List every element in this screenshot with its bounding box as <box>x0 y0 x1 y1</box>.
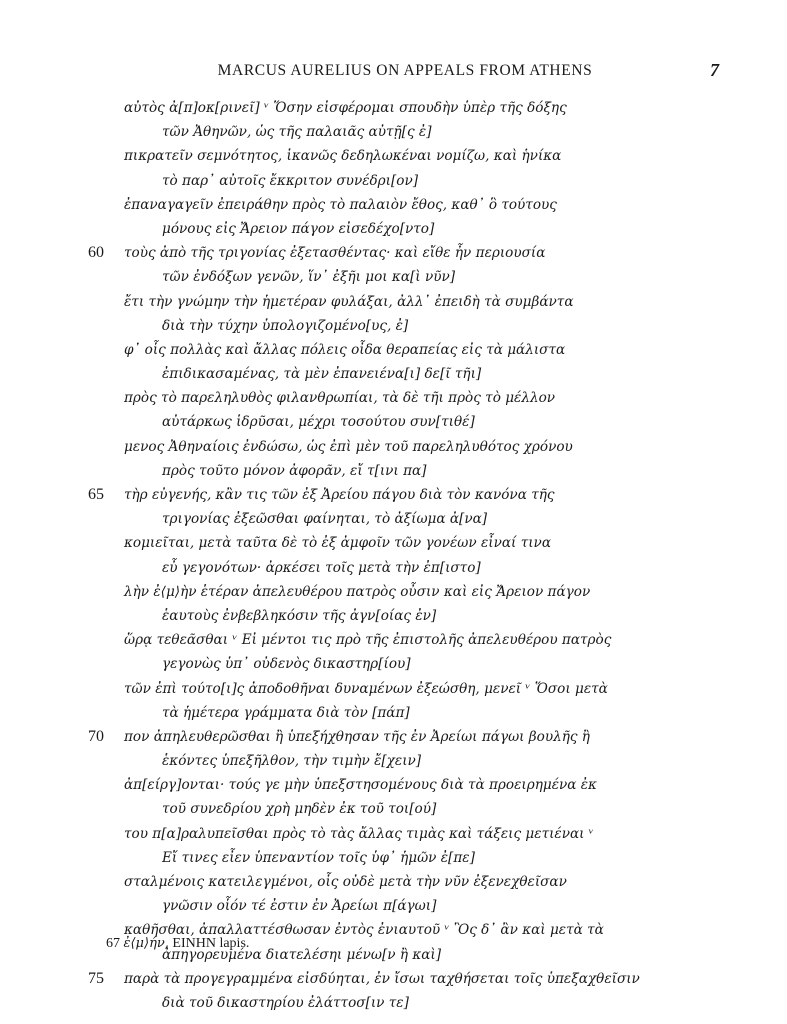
line-text: καθῆσθαι, ἀπαλλαττέσθωσαν ἐντὸς ἐνιαυτοῦ ᵛ Ὃς δ᾽ ἂν καὶ μετὰ τὰ <box>124 922 604 939</box>
text-line <box>0 314 787 338</box>
text-line <box>0 580 787 604</box>
line-text: γνῶσιν οἷόν τέ ἐστιν ἐν Ἀρείωι π[άγωι] <box>162 898 437 915</box>
line-text: σταλμένοις κατειλεγμένοι, οἷς οὐδὲ μετὰ τὴν νῦν ἐξενεχθεῖσαν <box>124 874 567 890</box>
page-number: 7 <box>710 60 719 80</box>
text-line <box>0 483 787 507</box>
line-text: ἔτι τὴν γνώμην τὴν ἡμετέραν φυλάξαι, ἀλλ᾽ ἐπειδὴ τὰ συμβάντα <box>124 293 574 310</box>
line-text: ἑκόντες ὑπεξῆλθον, τὴν τιμὴν ἔ[χειν] <box>162 753 422 770</box>
line-text: τοῦ συνεδρίου χρὴ μηδὲν ἐκ τοῦ τοι[ού] <box>162 801 437 818</box>
text-line <box>0 797 787 821</box>
footnote <box>106 936 249 952</box>
text-line <box>0 652 787 676</box>
text-line <box>0 604 787 628</box>
line-text: ἀπηγορευμένα διατελέσηι μένω[ν ἢ καὶ] <box>162 946 442 963</box>
footnote-text: EINHN lapis. <box>172 936 250 951</box>
text-line <box>0 169 787 193</box>
text-line <box>0 362 787 386</box>
text-line <box>0 677 787 701</box>
text-line <box>0 701 787 725</box>
text-line <box>0 459 787 483</box>
text-line <box>0 144 787 168</box>
line-text: φ᾽ οἷς πολλὰς καὶ ἄλλας πόλεις οἶδα θεραπείας εἰς τὰ μάλιστα <box>124 341 566 358</box>
line-number: 75 <box>88 969 104 987</box>
text-line <box>0 967 787 991</box>
text-line <box>0 410 787 434</box>
line-number: 60 <box>88 244 104 262</box>
text-line <box>0 96 787 120</box>
line-text: ἀπ[είργ]ονται· τούς γε μὴν ὑπεξστησομένους διὰ τὰ προειρημένα ἐκ <box>124 777 597 794</box>
line-text: γεγονὼς ὑπ᾽ οὐδενὸς δικαστηρ[ίου] <box>162 656 411 673</box>
footnote-line-ref: 67 <box>106 936 120 951</box>
text-line <box>0 870 787 894</box>
text-line <box>0 265 787 289</box>
running-title: MARCUS AURELIUS ON APPEALS FROM ATHENS <box>217 62 593 79</box>
text-line <box>0 338 787 362</box>
text-line <box>0 628 787 652</box>
line-text: διὰ τὴν τύχην ὑπολογιζομένο[υς, ἐ] <box>162 317 409 334</box>
line-text: τὰ ἡμέτερα γράμματα διὰ τὸν [πάπ] <box>162 704 410 721</box>
line-text: ἐπαναγαγεῖν ἐπειράθην πρὸς τὸ παλαιὸν ἔθος, καθ᾽ ὃ τούτους <box>124 196 557 213</box>
line-number: 65 <box>88 486 104 503</box>
text-line <box>0 435 787 459</box>
text-line <box>0 507 787 531</box>
text-line <box>0 531 787 555</box>
line-text: κομιεῖται, μετὰ ταῦτα δὲ τὸ ἐξ ἀμφοῖν τῶν γονέων εἶναί τινα <box>124 535 551 552</box>
line-number: 70 <box>88 727 104 745</box>
text-line <box>0 217 787 241</box>
line-text: αὐτὸς ἀ[π]οκ[ρινεῖ] ᵛ Ὅσην εἰσφέρομαι σπουδὴν ὑπὲρ τῆς δόξης <box>124 100 567 116</box>
line-text: πρὸς τὸ παρεληλυθὸς φιλανθρωπίαι, τὰ δὲ τῆι πρὸς τὸ μέλλον <box>124 390 556 407</box>
line-text: αὐτάρκως ἱδρῦσαι, μέχρι τοσούτου συν[τιθέ] <box>162 414 475 431</box>
text-line <box>0 120 787 144</box>
text-line <box>0 991 787 1015</box>
line-text: τῶν Ἀθηνῶν, ὡς τῆς παλαιᾶς αὐτῇ[ς ἐ] <box>162 124 432 141</box>
text-line <box>0 846 787 870</box>
line-text: τριγονίας ἐξεῶσθαι φαίνηται, τὸ ἀξίωμα ἀ[να] <box>162 511 488 528</box>
line-text: μόνους εἰς Ἄρειον πάγον εἰσεδέχο[ντο] <box>162 220 435 237</box>
line-text: πρὸς τοῦτο μόνον ἀφορᾶν, εἴ τ[ινι πα] <box>162 462 427 479</box>
text-line <box>0 822 787 846</box>
line-text: πον ἀπηλευθερῶσθαι ἢ ὑπεξήχθησαν τῆς ἐν Ἀρείωι πάγωι βουλῆς ἢ <box>124 728 590 745</box>
text-line <box>0 773 787 797</box>
line-text: ἑαυτοὺς ἐνβεβληκόσιν τῆς ἀγν[οίας ἐν] <box>162 607 437 624</box>
text-line <box>0 193 787 217</box>
line-text: τῶν ἐπὶ τούτο[ι]ς ἀποδοθῆναι δυναμένων ἐξεώσθη, μενεῖ ᵛ Ὅσοι μετὰ <box>124 680 608 697</box>
line-text: τὴρ εὐγενής, κἂν τις τῶν ἐξ Ἀρείου πάγου διὰ τὸν κανόνα τῆς <box>124 487 555 503</box>
inscription-text <box>0 96 787 1015</box>
line-text: παρὰ τὰ προγεγραμμένα εἰσδύηται, ἐν ἴσωι ταχθήσεται τοῖς ὑπεξαχθεῖσιν <box>124 970 640 987</box>
line-text: εὖ γεγονότων· ἀρκέσει τοῖς μετὰ τὴν ἐπ[ιστο] <box>162 559 481 576</box>
line-text: λὴν ἐ⟨μ⟩ὴν ἑτέραν ἀπελευθέρου πατρὸς οὖσιν καὶ εἰς Ἄρειον πάγον <box>124 583 591 600</box>
footnote-greek: ἐ⟨μ⟩ήν, <box>123 936 169 951</box>
line-text: τῶν ἐνδόξων γενῶν, ἵν᾽ ἐξῆι μοι κα[ὶ νῦν] <box>162 269 456 286</box>
line-text: Εἴ τινες εἶεν ὑπεναντίον τοῖς ὑφ᾽ ἡμῶν ἐ[πε] <box>162 849 475 866</box>
line-text: τοὺς ἀπὸ τῆς τριγονίας ἐξετασθέντας· καὶ εἴθε ἦν περιουσία <box>124 245 546 262</box>
line-text: ἐπιδικασαμένας, τὰ μὲν ἐπανειένα[ι] δε[ῖ τῆι] <box>162 366 482 383</box>
line-text: πικρατεῖν σεμνότητος, ἱκανῶς δεδηλωκέναι νομίζω, καὶ ἡνίκα <box>124 148 562 165</box>
text-line <box>0 556 787 580</box>
text-line <box>0 290 787 314</box>
line-text: του π[α]ραλυπεῖσθαι πρὸς τὸ τὰς ἄλλας τιμὰς καὶ τάξεις μετιέναι ᵛ <box>124 825 594 842</box>
text-line <box>0 241 787 265</box>
text-line <box>0 725 787 749</box>
line-text: τὸ παρ᾽ αὐτοῖς ἔκκριτον συνέδρι[ον] <box>162 172 419 189</box>
line-text: διὰ τοῦ δικαστηρίου ἐλάττοσ[ιν τε] <box>162 994 409 1011</box>
line-text: ὥρᾳ τεθεᾶσθαι ᵛ Εἰ μέντοι τις πρὸ τῆς ἐπιστολῆς ἀπελευθέρου πατρὸς <box>124 632 612 649</box>
text-line <box>0 386 787 410</box>
text-line <box>0 749 787 773</box>
line-text: μενος Ἀθηναίοις ἐνδώσω, ὡς ἐπὶ μὲν τοῦ παρεληλυθότος χρόνου <box>124 438 573 455</box>
text-line <box>0 894 787 918</box>
